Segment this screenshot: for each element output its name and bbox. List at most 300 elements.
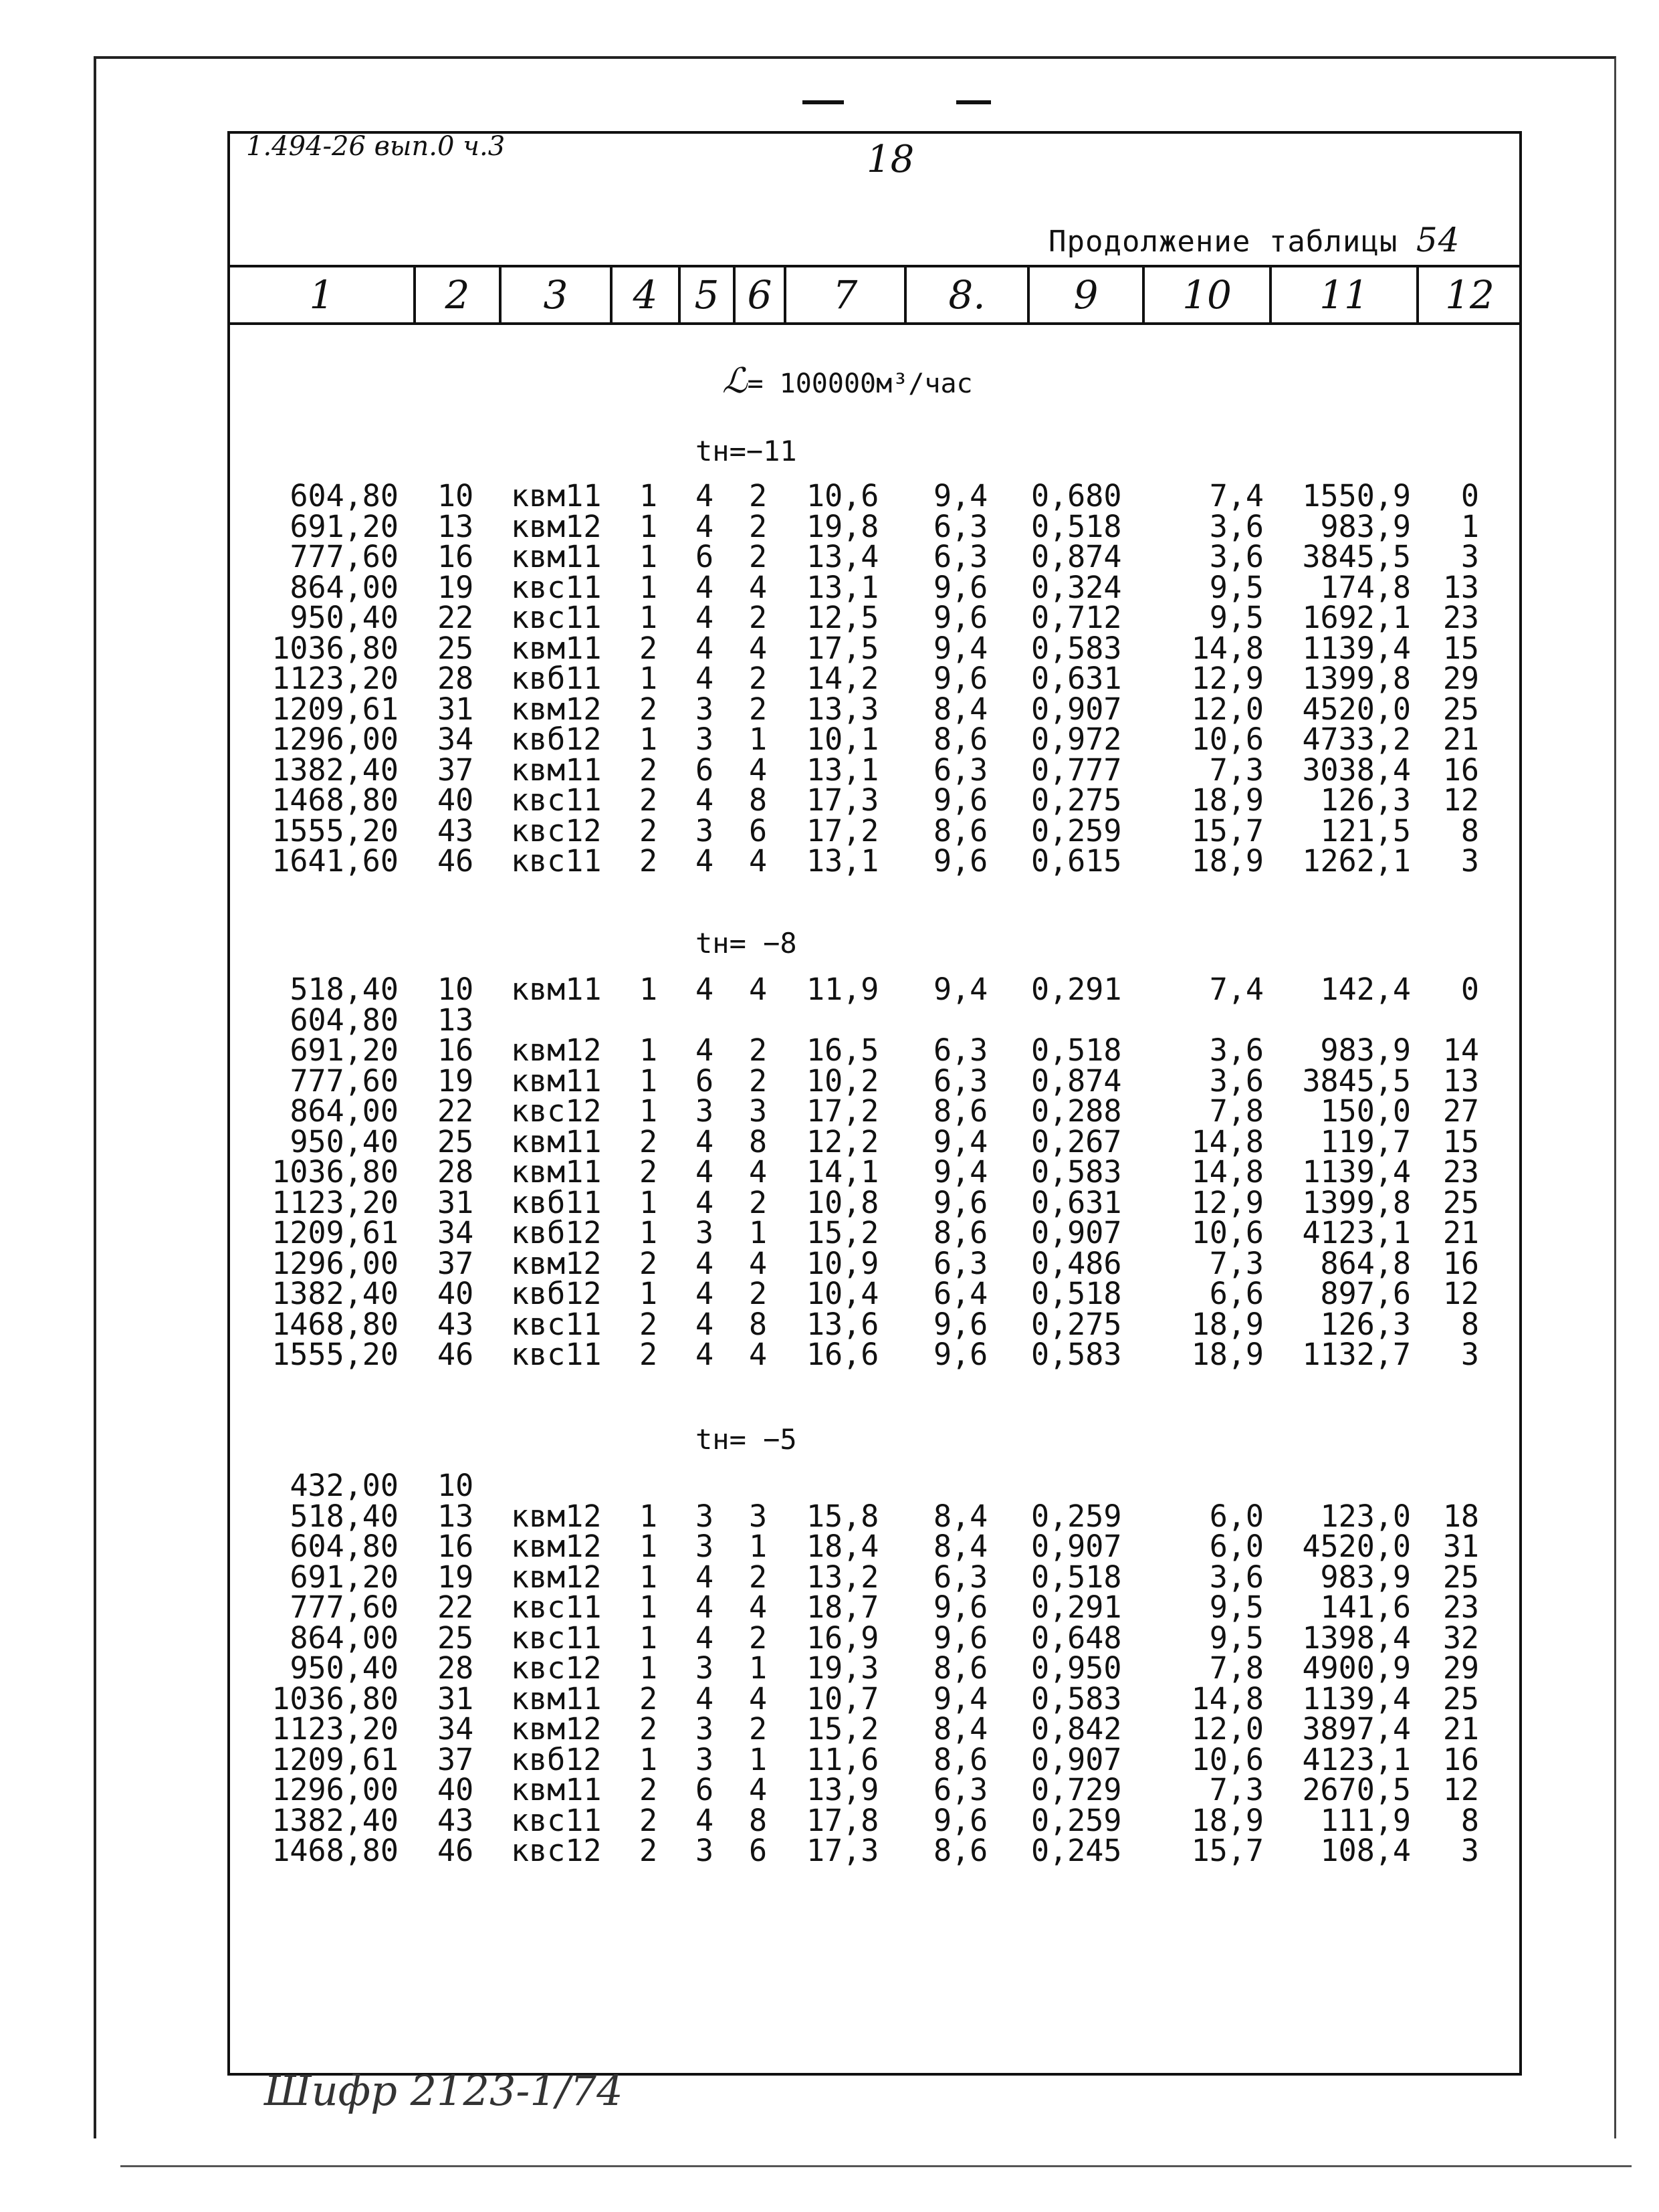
table-cell: квм11 <box>511 1154 602 1190</box>
table-cell: 119,7 <box>1320 1123 1411 1159</box>
table-cell: 32 <box>1442 1620 1479 1656</box>
table-cell: квм12 <box>511 1032 602 1068</box>
table-cell: 4 <box>695 1802 714 1838</box>
table-cell: 4 <box>695 1559 714 1595</box>
table-cell: 1 <box>639 1529 658 1564</box>
table-cell: квс12 <box>511 1650 602 1686</box>
table-cell: квс11 <box>511 569 602 605</box>
table-cell: 4 <box>749 752 768 788</box>
table-cell: 2 <box>639 1154 658 1190</box>
table-cell: 1 <box>639 1063 658 1099</box>
table-cell: 1398,4 <box>1302 1620 1411 1656</box>
table-cell: 0,291 <box>1031 1589 1122 1625</box>
table-cell: 2 <box>639 1123 658 1159</box>
table-cell: 16 <box>1442 752 1479 788</box>
table-cell: 19 <box>437 1063 474 1099</box>
table-cell: 1692,1 <box>1302 600 1411 635</box>
table-cell: 6,3 <box>933 1063 988 1099</box>
table-cell: 23 <box>1442 1589 1479 1625</box>
table-cell: 1382,40 <box>271 752 399 788</box>
table-cell: 1 <box>639 972 658 1007</box>
section-title: tн=−11 <box>695 435 797 467</box>
table-cell: 0 <box>1460 478 1479 514</box>
table-cell: 1 <box>749 722 768 757</box>
table-cell: 983,9 <box>1320 1032 1411 1068</box>
table-cell: 3,6 <box>1209 1559 1264 1595</box>
column-number-header <box>230 265 1519 325</box>
table-cell: 1036,80 <box>271 630 399 666</box>
table-cell: 22 <box>437 1093 474 1129</box>
table-cell: 108,4 <box>1320 1833 1411 1868</box>
table-row <box>0 1498 1659 1534</box>
table-row <box>0 1063 1659 1099</box>
table-cell: 2 <box>749 600 768 635</box>
table-cell: 1399,8 <box>1302 661 1411 696</box>
column-number-cell: 3 <box>543 272 568 318</box>
table-cell: 6,3 <box>933 1032 988 1068</box>
table-cell: 19 <box>437 1559 474 1595</box>
table-cell: 22 <box>437 1589 474 1625</box>
table-cell: 40 <box>437 1772 474 1807</box>
table-cell: 0,712 <box>1031 600 1122 635</box>
table-cell: 9,6 <box>933 1184 988 1220</box>
table-cell: 8,6 <box>933 1650 988 1686</box>
table-cell: 25 <box>1442 1184 1479 1220</box>
table-cell: 897,6 <box>1320 1276 1411 1311</box>
table-cell: 8,4 <box>933 1529 988 1564</box>
table-cell: 4123,1 <box>1302 1215 1411 1250</box>
table-cell: 17,8 <box>806 1802 879 1838</box>
table-cell: 1296,00 <box>271 1245 399 1281</box>
table-cell: 2 <box>639 691 658 727</box>
table-cell: 4 <box>695 1154 714 1190</box>
column-divider <box>1142 267 1145 322</box>
table-cell: 9,4 <box>933 630 988 666</box>
table-cell: 8 <box>749 1306 768 1342</box>
table-cell: 3 <box>695 1711 714 1747</box>
table-cell: 2 <box>639 1680 658 1717</box>
table-row <box>0 539 1659 574</box>
table-cell: 1123,20 <box>271 661 399 696</box>
table-cell: 8,6 <box>933 1215 988 1250</box>
table-cell: 1555,20 <box>271 812 399 849</box>
table-cell: 43 <box>437 1306 474 1342</box>
table-cell: 1209,61 <box>271 1741 399 1777</box>
table-cell: 12 <box>1442 1276 1479 1311</box>
table-cell: 10,6 <box>1191 1741 1264 1777</box>
table-cell: 13 <box>1442 569 1479 605</box>
table-cell: 3 <box>695 1093 714 1129</box>
table-cell: 4733,2 <box>1302 722 1411 757</box>
table-cell: 2 <box>639 1337 658 1372</box>
table-cell: 4 <box>749 843 768 879</box>
table-cell: квс11 <box>511 782 602 818</box>
table-row <box>0 1529 1659 1564</box>
table-cell: 13 <box>1442 1063 1479 1099</box>
table-cell: 46 <box>437 1833 474 1868</box>
table-cell: 518,40 <box>290 972 399 1007</box>
table-cell: 4 <box>695 843 714 879</box>
table-cell: 7,8 <box>1209 1093 1264 1129</box>
table-cell: квм12 <box>511 508 602 544</box>
table-row <box>0 1559 1659 1595</box>
table-cell: 8,4 <box>933 1498 988 1534</box>
table-cell: 0,518 <box>1031 1032 1122 1068</box>
table-cell: 2 <box>639 843 658 879</box>
table-cell: 3 <box>1460 539 1479 574</box>
table-cell: 16 <box>1442 1741 1479 1777</box>
table-cell: 9,6 <box>933 1802 988 1838</box>
table-cell: 7,8 <box>1209 1650 1264 1686</box>
table-cell: квс12 <box>511 1833 602 1868</box>
table-cell: 121,5 <box>1320 812 1411 849</box>
table-cell: квс11 <box>511 843 602 879</box>
column-divider <box>1416 267 1419 322</box>
table-cell: 1 <box>639 1032 658 1068</box>
table-cell: 4 <box>695 478 714 514</box>
table-cell: квм12 <box>511 1529 602 1564</box>
table-cell: 9,4 <box>933 1680 988 1717</box>
column-number-cell: 9 <box>1073 272 1099 318</box>
table-cell: 16,9 <box>806 1620 879 1656</box>
table-cell: 1 <box>639 1498 658 1534</box>
table-cell: 15,7 <box>1191 1833 1264 1868</box>
section-title: tн= −5 <box>695 1423 797 1456</box>
table-cell: 37 <box>437 1741 474 1777</box>
table-cell: 1123,20 <box>271 1184 399 1220</box>
table-cell: 1 <box>639 1276 658 1311</box>
table-cell: 29 <box>1442 1650 1479 1686</box>
table-cell: 8 <box>749 782 768 818</box>
table-row <box>0 1680 1659 1717</box>
table-cell: 4 <box>695 972 714 1007</box>
table-cell: 1 <box>639 1184 658 1220</box>
table-cell: 18,9 <box>1191 782 1264 818</box>
table-cell: 4 <box>749 1245 768 1281</box>
table-cell: 1 <box>639 478 658 514</box>
table-cell: 17,3 <box>806 1833 879 1868</box>
table-cell: 16 <box>1442 1245 1479 1281</box>
table-cell: 7,3 <box>1209 752 1264 788</box>
table-cell: 1036,80 <box>271 1680 399 1717</box>
table-cell: 6 <box>695 752 714 788</box>
table-cell: 2 <box>749 478 768 514</box>
table-cell: 9,6 <box>933 1337 988 1372</box>
table-cell: 0,267 <box>1031 1123 1122 1159</box>
table-cell: квс11 <box>511 1589 602 1625</box>
table-cell: 3 <box>695 691 714 727</box>
table-cell: 1036,80 <box>271 1154 399 1190</box>
table-cell: 8,6 <box>933 1093 988 1129</box>
flow-symbol: ℒ <box>722 361 748 401</box>
table-cell: квм12 <box>511 691 602 727</box>
table-cell: 4 <box>749 1680 768 1717</box>
table-row <box>0 508 1659 544</box>
table-cell: 1123,20 <box>271 1711 399 1747</box>
table-cell: 6,3 <box>933 539 988 574</box>
table-cell: 8 <box>1460 812 1479 849</box>
table-cell: 3 <box>695 1498 714 1534</box>
table-cell: 983,9 <box>1320 1559 1411 1595</box>
table-cell: 4123,1 <box>1302 1741 1411 1777</box>
table-cell: 6 <box>695 1772 714 1807</box>
table-cell: 6,0 <box>1209 1529 1264 1564</box>
table-cell: 18 <box>1442 1498 1479 1534</box>
table-cell: 2 <box>639 752 658 788</box>
table-cell: 13,6 <box>806 1306 879 1342</box>
table-cell: 142,4 <box>1320 972 1411 1007</box>
table-cell: квм11 <box>511 1772 602 1807</box>
table-cell: 2 <box>639 782 658 818</box>
table-cell: квб12 <box>511 722 602 757</box>
table-cell: 14 <box>1442 1032 1479 1068</box>
table-cell: 10,9 <box>806 1245 879 1281</box>
column-number-cell: 4 <box>633 272 658 318</box>
table-cell: квм12 <box>511 1498 602 1534</box>
table-cell: 10,4 <box>806 1276 879 1311</box>
table-cell: 777,60 <box>290 1589 399 1625</box>
table-cell: 1296,00 <box>271 722 399 757</box>
table-cell: 10,2 <box>806 1063 879 1099</box>
table-cell: 2 <box>749 1032 768 1068</box>
table-cell: 1 <box>1460 508 1479 544</box>
table-cell: 0,615 <box>1031 843 1122 879</box>
table-cell: 25 <box>437 1620 474 1656</box>
table-cell: 2 <box>639 1245 658 1281</box>
table-cell: 15 <box>1442 1123 1479 1159</box>
table-cell: 3 <box>695 812 714 849</box>
table-cell: 4 <box>695 782 714 818</box>
column-number-cell: 10 <box>1182 272 1232 318</box>
table-cell: 3845,5 <box>1302 539 1411 574</box>
table-cell: 6,3 <box>933 1245 988 1281</box>
table-cell: 14,8 <box>1191 1680 1264 1717</box>
table-row <box>0 1833 1659 1868</box>
table-cell: 0,259 <box>1031 1498 1122 1534</box>
table-cell: 0,583 <box>1031 630 1122 666</box>
table-cell: квс11 <box>511 1802 602 1838</box>
table-cell: 4 <box>749 1772 768 1807</box>
table-cell: 1 <box>639 508 658 544</box>
table-cell: 4520,0 <box>1302 1529 1411 1564</box>
table-cell: 9,5 <box>1209 600 1264 635</box>
table-cell: 1262,1 <box>1302 843 1411 879</box>
table-cell: 10,8 <box>806 1184 879 1220</box>
table-cell: 10,6 <box>1191 722 1264 757</box>
table-cell: квм11 <box>511 752 602 788</box>
table-cell: 18,9 <box>1191 1802 1264 1838</box>
table-cell: 3 <box>695 1215 714 1250</box>
table-cell: квс11 <box>511 1306 602 1342</box>
table-cell: 777,60 <box>290 539 399 574</box>
table-cell: 4 <box>695 1620 714 1656</box>
table-cell: 25 <box>1442 1680 1479 1717</box>
column-divider <box>904 267 907 322</box>
table-cell: 8 <box>1460 1306 1479 1342</box>
table-cell: 4 <box>749 1337 768 1372</box>
table-cell: 126,3 <box>1320 782 1411 818</box>
table-cell: 1 <box>639 539 658 574</box>
table-cell: 8,4 <box>933 691 988 727</box>
table-cell: 2 <box>639 1306 658 1342</box>
table-cell: 6,3 <box>933 1559 988 1595</box>
table-cell: 9,6 <box>933 569 988 605</box>
flow-value: = 100000м³/час <box>747 368 973 399</box>
table-cell: 18,9 <box>1191 1306 1264 1342</box>
table-cell: 22 <box>437 600 474 635</box>
table-cell: 3 <box>1460 1833 1479 1868</box>
table-cell: 8,6 <box>933 722 988 757</box>
table-cell: 21 <box>1442 722 1479 757</box>
table-cell: 18,4 <box>806 1529 879 1564</box>
table-cell: 31 <box>1442 1529 1479 1564</box>
table-cell: 4 <box>695 1032 714 1068</box>
table-cell: 111,9 <box>1320 1802 1411 1838</box>
table-cell: 0,648 <box>1031 1620 1122 1656</box>
table-cell: 11,6 <box>806 1741 879 1777</box>
table-cell: 10 <box>437 478 474 514</box>
table-cell: 1 <box>639 722 658 757</box>
table-cell: 6,3 <box>933 1772 988 1807</box>
table-cell: 0,518 <box>1031 508 1122 544</box>
table-cell: 9,5 <box>1209 1620 1264 1656</box>
table-cell: 4 <box>695 600 714 635</box>
column-divider <box>784 267 786 322</box>
table-cell: 0,631 <box>1031 1184 1122 1220</box>
table-cell: 691,20 <box>290 508 399 544</box>
table-cell: 4 <box>749 1589 768 1625</box>
table-cell: 0,583 <box>1031 1337 1122 1372</box>
table-cell: 46 <box>437 1337 474 1372</box>
table-cell: 7,4 <box>1209 478 1264 514</box>
table-cell: 8 <box>749 1123 768 1159</box>
table-cell: 8 <box>749 1802 768 1838</box>
table-cell: квм12 <box>511 1559 602 1595</box>
table-cell: 12 <box>1442 782 1479 818</box>
table-cell: 3 <box>749 1498 768 1534</box>
column-number-cell: 1 <box>309 272 334 318</box>
table-cell: 6 <box>749 1833 768 1868</box>
table-cell: 28 <box>437 1650 474 1686</box>
table-cell: 604,80 <box>290 478 399 514</box>
column-divider <box>678 267 681 322</box>
table-cell: 10,7 <box>806 1680 879 1717</box>
table-cell: 37 <box>437 1245 474 1281</box>
table-cell: 2670,5 <box>1302 1772 1411 1807</box>
table-cell: 27 <box>1442 1093 1479 1129</box>
table-cell: 4 <box>695 1589 714 1625</box>
table-row <box>0 600 1659 635</box>
table-cell: 40 <box>437 782 474 818</box>
table-cell: 0,729 <box>1031 1772 1122 1807</box>
table-cell: 4 <box>695 1245 714 1281</box>
table-cell: квб12 <box>511 1276 602 1311</box>
table-cell: 9,5 <box>1209 1589 1264 1625</box>
table-cell: 2 <box>639 1711 658 1747</box>
table-cell: 4 <box>749 630 768 666</box>
table-cell: 4 <box>695 1184 714 1220</box>
table-cell: 0,907 <box>1031 1529 1122 1564</box>
table-cell: 3038,4 <box>1302 752 1411 788</box>
table-cell: квм11 <box>511 539 602 574</box>
table-cell: 6,0 <box>1209 1498 1264 1534</box>
table-cell: 13,4 <box>806 539 879 574</box>
table-cell: 19,8 <box>806 508 879 544</box>
table-cell: 10,6 <box>1191 1215 1264 1250</box>
table-row <box>0 1184 1659 1220</box>
table-cell: 1382,40 <box>271 1276 399 1311</box>
section-title: tн= −8 <box>695 927 797 960</box>
table-cell: 1 <box>749 1215 768 1250</box>
table-cell: 6,3 <box>933 508 988 544</box>
table-cell: квм11 <box>511 1063 602 1099</box>
table-cell: 12,0 <box>1191 1711 1264 1747</box>
table-cell: 15,2 <box>806 1711 879 1747</box>
table-cell: 1 <box>639 600 658 635</box>
table-cell: 14,8 <box>1191 1154 1264 1190</box>
page-number: 18 <box>867 138 915 181</box>
table-row <box>0 812 1659 849</box>
table-cell: 17,2 <box>806 812 879 849</box>
table-cell: 7,4 <box>1209 972 1264 1007</box>
table-cell: 691,20 <box>290 1032 399 1068</box>
table-cell: 0,583 <box>1031 1154 1122 1190</box>
table-cell: 864,00 <box>290 1620 399 1656</box>
table-cell: 16,5 <box>806 1032 879 1068</box>
table-cell: 0,288 <box>1031 1093 1122 1129</box>
table-row <box>0 691 1659 727</box>
table-cell: квм11 <box>511 1680 602 1717</box>
table-cell: 25 <box>437 630 474 666</box>
table-cell: 4 <box>749 1154 768 1190</box>
table-cell: 1 <box>639 1093 658 1129</box>
table-cell: 6 <box>695 539 714 574</box>
table-row <box>0 1620 1659 1656</box>
column-divider <box>1027 267 1030 322</box>
table-cell: 9,6 <box>933 600 988 635</box>
table-cell: 1296,00 <box>271 1772 399 1807</box>
table-cell: 12,9 <box>1191 661 1264 696</box>
table-number: 54 <box>1416 221 1460 259</box>
table-row <box>0 1802 1659 1838</box>
table-cell: 13,1 <box>806 843 879 879</box>
table-cell: 3 <box>695 1529 714 1564</box>
table-cell: 19 <box>437 569 474 605</box>
table-cell: 1139,4 <box>1302 1154 1411 1190</box>
table-row <box>0 569 1659 605</box>
table-cell: 2 <box>639 1772 658 1807</box>
table-row <box>0 478 1659 514</box>
table-cell: 1468,80 <box>271 782 399 818</box>
column-number-cell: 8. <box>948 272 986 318</box>
table-cell: 2 <box>749 661 768 696</box>
table-row <box>0 1276 1659 1311</box>
column-number-cell: 2 <box>445 272 470 318</box>
table-cell: 1139,4 <box>1302 1680 1411 1717</box>
table-cell: 9,6 <box>933 843 988 879</box>
table-cell: 1 <box>639 1559 658 1595</box>
table-cell: 8,6 <box>933 812 988 849</box>
table-cell: 0,631 <box>1031 661 1122 696</box>
table-row <box>0 630 1659 666</box>
table-cell: 9,6 <box>933 1306 988 1342</box>
table-cell: 29 <box>1442 661 1479 696</box>
table-cell: 15,2 <box>806 1215 879 1250</box>
table-row <box>0 661 1659 696</box>
table-cell: 126,3 <box>1320 1306 1411 1342</box>
table-cell: 8 <box>1460 1802 1479 1838</box>
table-cell: 3 <box>695 722 714 757</box>
